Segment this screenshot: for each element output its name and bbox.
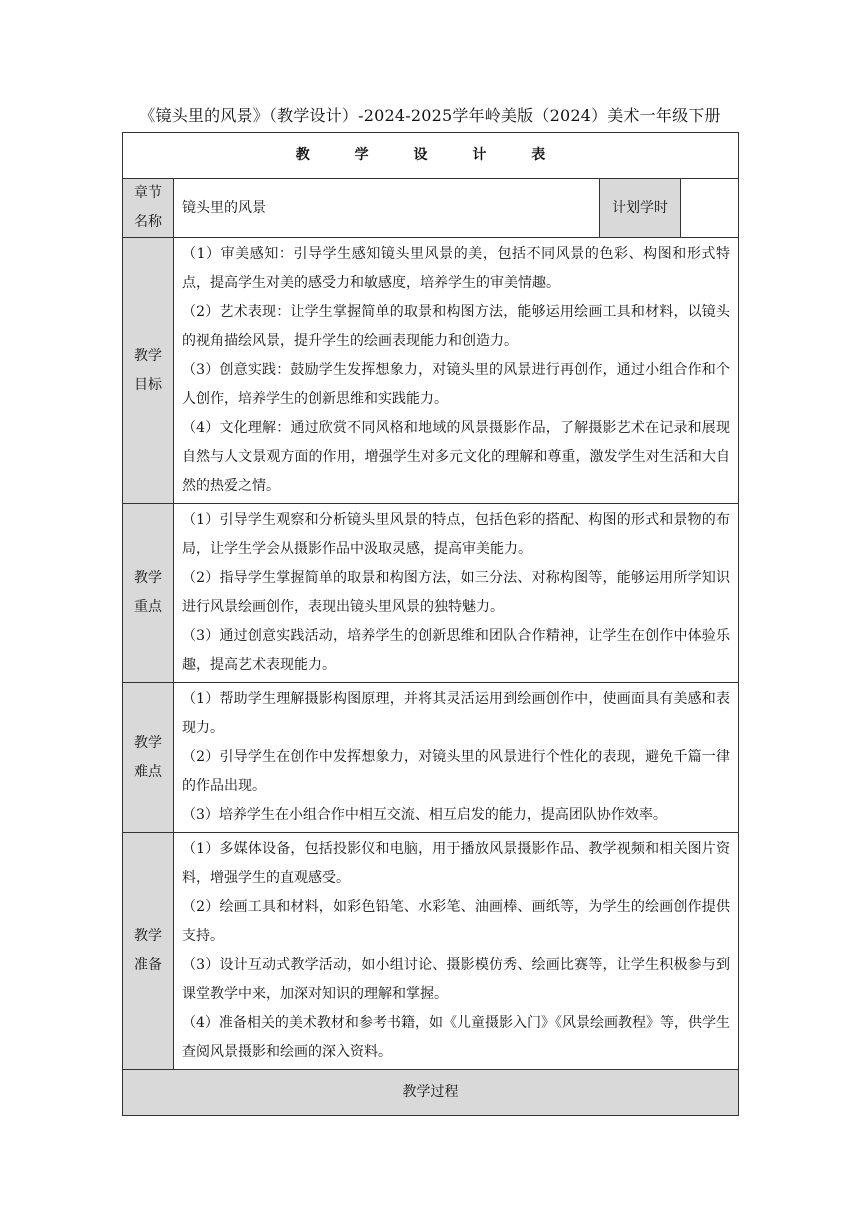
lesson-design-table [122, 132, 739, 1116]
chapter-value: 镜头里的风景 [174, 179, 600, 238]
chapter-label: 章节名称 [123, 179, 174, 238]
key-point-item: （2）指导学生掌握简单的取景和构图方法，如三分法、对称构图等，能够运用所学知识进行风景绘画创作，表现出镜头里风景的独特魅力。 [182, 570, 730, 615]
preparation-label: 教学准备 [123, 833, 174, 1070]
difficulty-item: （1）帮助学生理解摄影构图原理，并将其灵活运用到绘画创作中，使画面具有美感和表现力。 [182, 691, 730, 736]
key-point-item: （1）引导学生观察和分析镜头里风景的特点，包括色彩的搭配、构图的形式和景物的布局，让学生学会从摄影作品中汲取灵感，提高审美能力。 [182, 512, 730, 557]
teaching-process-header: 教学过程 [123, 1070, 739, 1116]
goal-item: （2）艺术表现：让学生掌握简单的取景和构图方法，能够运用绘画工具和材料，以镜头的视角描绘风景，提升学生的绘画表现能力和创造力。 [182, 304, 730, 349]
document-title: 《镜头里的风景》（教学设计）-2024-2025学年岭美版（2024）美术一年级下册 [139, 106, 721, 125]
planned-hours-label: 计划学时 [600, 179, 681, 238]
preparation-item: （2）绘画工具和材料，如彩色铅笔、水彩笔、油画棒、画纸等，为学生的绘画创作提供支持。 [182, 899, 730, 944]
goals-content [174, 238, 739, 504]
key-point-item: （3）通过创意实践活动，培养学生的创新思维和团队合作精神，让学生在创作中体验乐趣，提高艺术表现能力。 [182, 628, 730, 673]
difficulty-item: （2）引导学生在创作中发挥想象力，对镜头里的风景进行个性化的表现，避免千篇一律的作品出现。 [182, 749, 730, 794]
preparation-item: （3）设计互动式教学活动，如小组讨论、摄影模仿秀、绘画比赛等，让学生积极参与到课堂教学中来，加深对知识的理解和掌握。 [182, 957, 730, 1002]
preparation-content [174, 833, 739, 1070]
key-points-label: 教学重点 [123, 504, 174, 683]
key-points-content [174, 504, 739, 683]
difficulties-content [174, 683, 739, 833]
table-heading: 教 学 设 计 表 [123, 133, 739, 179]
goal-item: （1）审美感知：引导学生感知镜头里风景的美，包括不同风景的色彩、构图和形式特点，提高学生对美的感受力和敏感度，培养学生的审美情趣。 [182, 246, 730, 291]
goal-item: （4）文化理解：通过欣赏不同风格和地域的风景摄影作品，了解摄影艺术在记录和展现自然与人文景观方面的作用，增强学生对多元文化的理解和尊重，激发学生对生活和大自然的热爱之情。 [182, 420, 730, 494]
difficulty-item: （3）培养学生在小组合作中相互交流、相互启发的能力，提高团队协作效率。 [182, 807, 667, 823]
preparation-item: （1）多媒体设备，包括投影仪和电脑，用于播放风景摄影作品、教学视频和相关图片资料，增强学生的直观感受。 [182, 841, 730, 886]
difficulties-label: 教学难点 [123, 683, 174, 833]
planned-hours-value [681, 179, 739, 238]
goals-label: 教学目标 [123, 238, 174, 504]
goal-item: （3）创意实践：鼓励学生发挥想象力，对镜头里的风景进行再创作，通过小组合作和个人创作，培养学生的创新思维和实践能力。 [182, 362, 730, 407]
preparation-item: （4）准备相关的美术教材和参考书籍，如《儿童摄影入门》《风景绘画教程》等，供学生查阅风景摄影和绘画的深入资料。 [182, 1015, 730, 1060]
